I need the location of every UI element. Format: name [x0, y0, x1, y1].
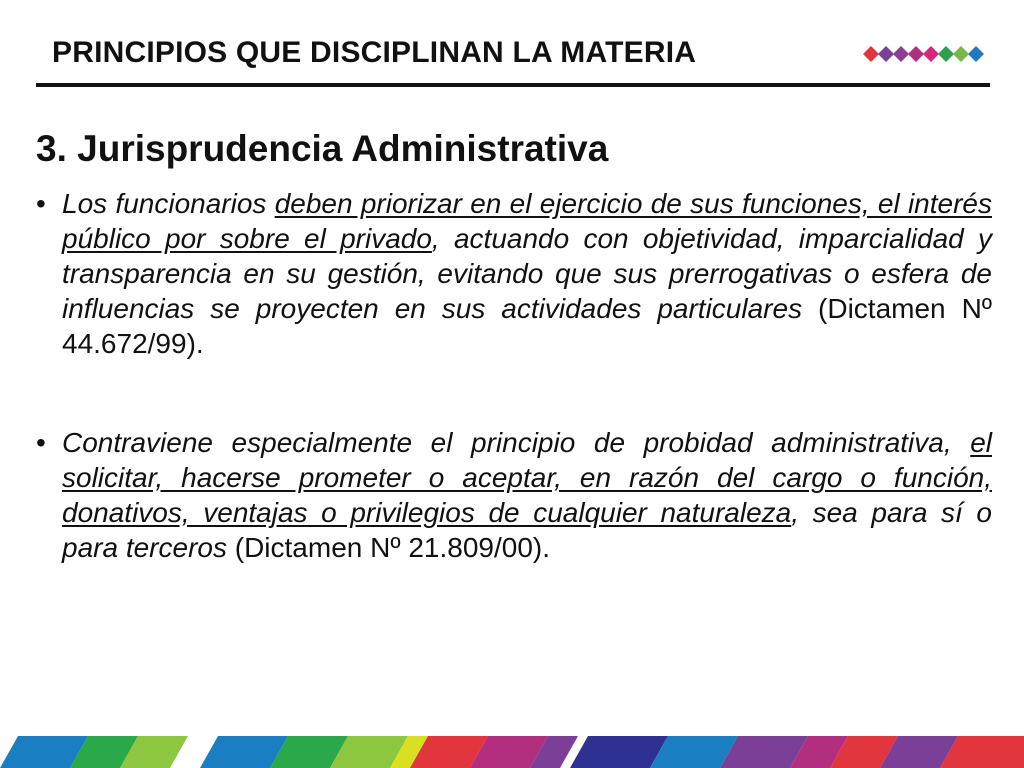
- logo-diamond: [863, 46, 879, 62]
- logo-diamond: [878, 46, 894, 62]
- page-header-title: PRINCIPIOS QUE DISCIPLINAN LA MATERIA: [52, 36, 697, 69]
- logo-diamond: [953, 46, 969, 62]
- bullet-text-underlined: el solicitar, hacerse prometer o aceptar, en razón del cargo o función, donativos, ventajas o privilegios de cualquier naturaleza: [62, 427, 992, 528]
- logo-diamond: [938, 46, 954, 62]
- bullet-text-body: , sea para sí o para terceros: [62, 497, 992, 563]
- bullet-text-body: , actuando con objetividad, imparcialidad y transparencia en su gestión, evitando que sus prerrogativas o esfera de influencias se proyecten en sus actividades particulares: [62, 223, 992, 324]
- logo-diamond: [893, 46, 909, 62]
- bullet-citation: (Dictamen Nº 21.809/00).: [226, 532, 551, 563]
- section-title: 3. Jurisprudencia Administrativa: [36, 128, 609, 169]
- bullet-item-2: [36, 425, 992, 565]
- logo-diamond: [908, 46, 924, 62]
- diamond-row-logo: [862, 42, 992, 66]
- bullet-marker: •: [36, 188, 46, 219]
- bullet-citation: (Dictamen Nº 44.672/99).: [62, 293, 993, 359]
- logo-diamond: [968, 46, 984, 62]
- bullet-text-underlined: deben priorizar en el ejercicio de sus funciones, el interés público por sobre el privado: [62, 188, 992, 254]
- bullet-item-1: [36, 186, 992, 361]
- bullet-list: [36, 186, 992, 565]
- logo-diamond: [923, 46, 939, 62]
- decorative-footer-band: [0, 736, 1024, 768]
- bullet-text-intro: Contraviene especialmente el principio de probidad administrativa,: [62, 427, 971, 458]
- bullet-marker: •: [36, 427, 46, 458]
- header-divider: [36, 83, 990, 87]
- bullet-text-intro: Los funcionarios: [62, 188, 275, 219]
